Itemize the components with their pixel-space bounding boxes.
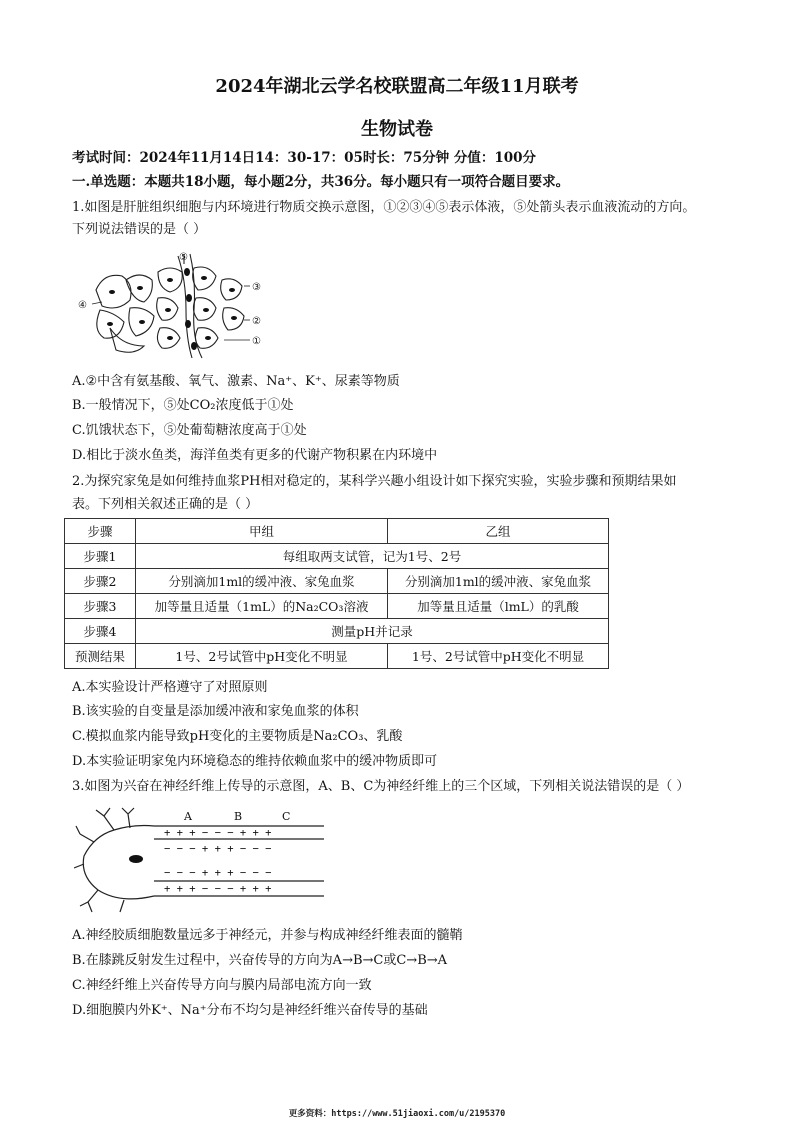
q3-option-b: B.在膝跳反射发生过程中，兴奋传导的方向为A→B→C或C→B→A [72,953,448,968]
footer-link[interactable]: 更多资料：https://www.51jiaoxi.com/u/2195370 [288,1109,506,1119]
q1-stem-line1: 1.如图是肝脏组织细胞与内环境进行物质交换示意图，①②③④⑤表示体液，⑤处箭头表示血液流动的方向。 [72,200,696,215]
region-c-label: C [282,810,291,823]
charge-row-outer-bottom: + + + − − − + + + [164,883,272,895]
section-heading: 一.单选题：本题共18小题，每小题2分，共36分。每小题只有一项符合题目要求。 [72,174,570,190]
q2-stem-line2: 表。下列相关叙述正确的是（ ） [72,497,259,512]
q3-option-d: D.细胞膜内外K⁺、Na⁺分布不均匀是神经纤维兴奋传导的基础 [72,1003,428,1018]
table-header: 乙组 [388,519,609,544]
charge-row-outer-top: + + + − − − + + + [164,827,272,839]
region-a-label: A [184,810,192,823]
exam-title: 2024年湖北云学名校联盟高二年级11月联考 [215,76,579,97]
q3-option-a: A.神经胶质细胞数量远多于神经元，并参与构成神经纤维表面的髓鞘 [72,928,463,943]
q2-stem-line1: 2.为探究家兔是如何维持血浆PH相对稳定的，某科学兴趣小组设计如下探究实验，实验步骤和预期结果如 [72,474,677,489]
table-cell: 加等量且适量（1mL）的Na₂CO₃溶液 [136,594,388,619]
q3-stem: 3.如图为兴奋在神经纤维上传导的示意图，A、B、C为神经纤维上的三个区域，下列相关说法错误的是（ ） [72,779,690,794]
q1-option-d: D.相比于淡水鱼类，海洋鱼类有更多的代谢产物积累在内环境中 [72,448,438,463]
q1-option-b: B.一般情况下，⑤处CO₂浓度低于①处 [72,398,294,413]
table-row [65,619,609,644]
table-cell: 步骤2 [65,569,136,594]
table-cell: 1号、2号试管中pH变化不明显 [388,644,609,669]
table-header-row [65,519,609,544]
table-cell: 步骤1 [65,544,136,569]
label-2: ② [252,316,261,327]
table-header: 甲组 [136,519,388,544]
label-3: ③ [252,282,261,293]
table-cell: 加等量且适量（lmL）的乳酸 [388,594,609,619]
exam-info: 考试时间：2024年11月14日14：30-17：05时长：75分钟 分值：100分 [72,150,537,166]
table-header: 步骤 [65,519,136,544]
q2-option-d: D.本实验证明家兔内环境稳态的维持依赖血浆中的缓冲物质即可 [72,754,438,769]
label-4: ④ [78,300,87,311]
table-cell: 每组取两支试管，记为1号、2号 [136,544,609,569]
q1-liver-tissue-figure [74,250,274,360]
q1-stem-line2: 下列说法错误的是（ ） [72,222,207,237]
charge-row-inner-top: − − − + + + − − − [164,843,272,855]
table-cell: 预测结果 [65,644,136,669]
q2-experiment-table [64,518,609,669]
label-1: ① [252,336,261,347]
q1-option-c: C.饥饿状态下，⑤处葡萄糖浓度高于①处 [72,423,307,438]
table-row [65,544,609,569]
table-cell: 分别滴加1ml的缓冲液、家兔血浆 [136,569,388,594]
table-cell: 步骤4 [65,619,136,644]
q2-option-c: C.模拟血浆内能导致pH变化的主要物质是Na₂CO₃、乳酸 [72,729,403,744]
table-row [65,644,609,669]
table-cell: 分别滴加1ml的缓冲液、家兔血浆 [388,569,609,594]
q3-nerve-fiber-figure [74,806,334,916]
label-5: ⑤ [179,252,188,263]
region-b-label: B [234,810,243,823]
table-row [65,594,609,619]
exam-subject: 生物试卷 [361,119,433,140]
charge-row-inner-bottom: − − − + + + − − − [164,867,272,879]
table-cell: 步骤3 [65,594,136,619]
q3-option-c: C.神经纤维上兴奋传导方向与膜内局部电流方向一致 [72,978,372,993]
table-cell: 测量pH并记录 [136,619,609,644]
q2-option-a: A.本实验设计严格遵守了对照原则 [72,680,268,695]
table-cell: 1号、2号试管中pH变化不明显 [136,644,388,669]
table-row [65,569,609,594]
q1-option-a: A.②中含有氨基酸、氧气、激素、Na⁺、K⁺、尿素等物质 [72,374,400,389]
q2-option-b: B.该实验的自变量是添加缓冲液和家兔血浆的体积 [72,704,359,719]
